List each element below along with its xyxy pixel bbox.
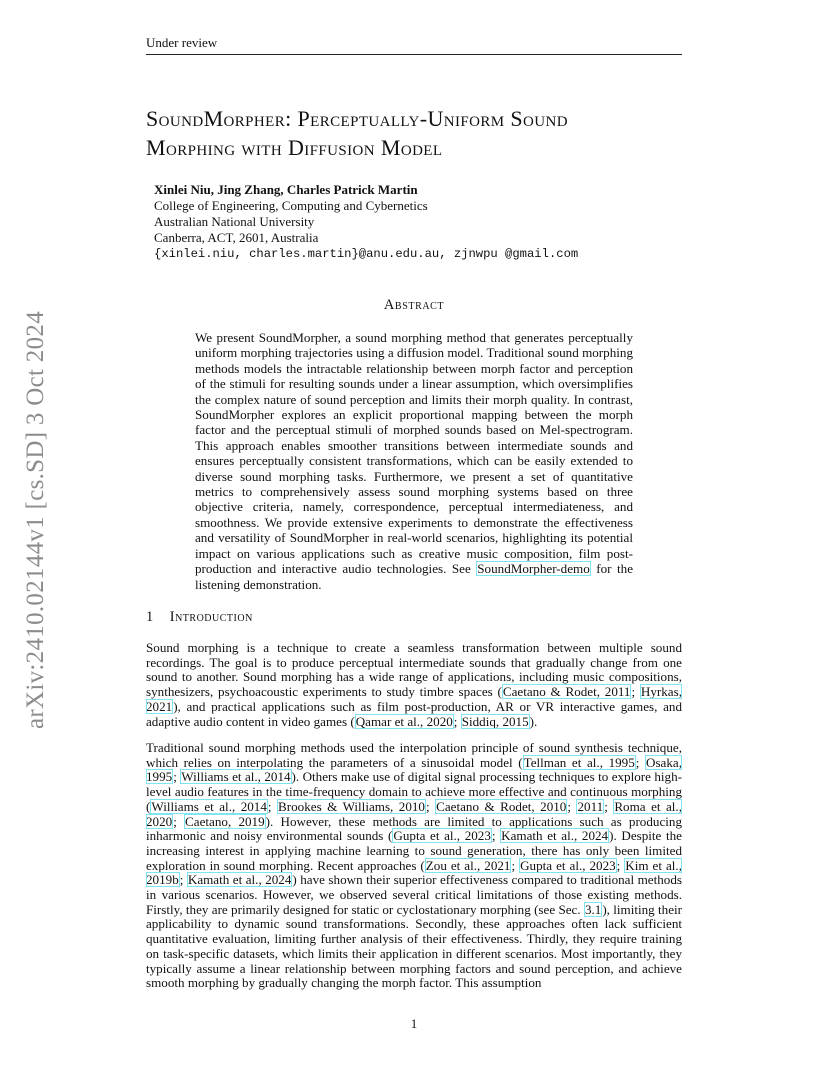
citation-link[interactable]: Caetano & Rodet, 2010 bbox=[436, 798, 567, 814]
title-line-1: SoundMorpher: Perceptually-Uniform Sound bbox=[146, 106, 568, 131]
citation-link[interactable]: 2011 bbox=[577, 798, 604, 814]
citation-link[interactable]: Kamath et al., 2024 bbox=[501, 828, 609, 844]
author-names: Xinlei Niu, Jing Zhang, Charles Patrick Martin bbox=[154, 182, 418, 197]
citation-link[interactable]: Gupta et al., 2023 bbox=[393, 828, 491, 844]
abstract-text-end: for the listening demonstration. bbox=[195, 561, 634, 592]
citation-link[interactable]: Osaka, 1995 bbox=[146, 754, 682, 785]
page-number: 1 bbox=[410, 1016, 418, 1031]
citation-link[interactable]: Brookes & Williams, 2010 bbox=[278, 798, 425, 814]
para-text: ). Others make use of digital signal processing techniques to explore high-level audio features in the time-frequency domain to achieve more effective and continuous morphing ( bbox=[146, 769, 682, 814]
para-text: ), limiting their applicability to dynamic sound transformations. Secondly, these approaches often lack sufficient quantitative evaluation, limiting further analysis of their effectiveness. Thirdly, they require training on task-specific datasets, which limits their application in different scenarios. Most importantly, they typically assume a linear relationship between morphing factors and sound perception, and achieve smooth morphing by gradually changing the morph factor. This assumption bbox=[146, 901, 682, 991]
section-heading bbox=[146, 609, 253, 626]
author-block bbox=[154, 182, 674, 262]
para-text: ) have shown their superior effectiveness compared to traditional methods in various scenarios. However, we observed several critical limitations of those existing methods. Firstly, they are primarily designed for static or cyclostationary morphing (see Sec. bbox=[146, 872, 682, 917]
para-text: ). However, these methods are limited to applications such as producing inharmonic and noisy environmental sounds ( bbox=[146, 813, 682, 844]
running-header: Under review bbox=[146, 35, 682, 55]
section-ref-link[interactable]: 3.1 bbox=[584, 901, 602, 917]
citation-link[interactable]: Hyrkas, 2021 bbox=[146, 684, 682, 714]
para-text: Traditional sound morphing methods used the interpolation principle of sound synthesis technique, which relies on interpolating the parameters of a sinusoidal model ( bbox=[146, 740, 682, 770]
section-title: Introduction bbox=[169, 609, 253, 625]
citation-link[interactable]: Roma et al., 2020 bbox=[146, 798, 682, 829]
paper-title bbox=[146, 104, 686, 162]
citation-link[interactable]: Caetano & Rodet, 2011 bbox=[502, 684, 631, 700]
para-text: Sound morphing is a technique to create a seamless transformation between multiple sound recordings. The goal is to produce perceptual intermediate sounds that gradually change from one sound to another. Sound morphing has a wide range of applications, including music compositions, synthesizers, psychoacoustic experiments to study timbre spaces ( bbox=[146, 640, 682, 700]
citation-link[interactable]: Williams et al., 2014 bbox=[151, 798, 267, 814]
citation-link[interactable]: Williams et al., 2014 bbox=[181, 769, 291, 785]
abstract-heading: Abstract bbox=[383, 297, 445, 313]
citation-link[interactable]: Tellman et al., 1995 bbox=[523, 754, 635, 770]
abstract-body bbox=[195, 330, 633, 592]
para-text: ). Despite the increasing interest in applying machine learning to sound generation, there has only been limited exploration in sound morphing. Recent approaches ( bbox=[146, 828, 682, 873]
title-line-2: Morphing with Diffusion Model bbox=[146, 135, 443, 160]
affiliation-line: Australian National University bbox=[154, 214, 315, 229]
citation-link[interactable]: Caetano, 2019 bbox=[185, 813, 265, 829]
demo-link[interactable]: SoundMorpher-demo bbox=[477, 561, 590, 577]
author-emails: {xinlei.niu, charles.martin}@anu.edu.au, zjnwpu @gmail.com bbox=[154, 247, 579, 261]
citation-link[interactable]: Qamar et al., 2020 bbox=[355, 713, 453, 729]
citation-link[interactable]: Zou et al., 2021 bbox=[425, 857, 511, 873]
arxiv-stamp: arXiv:2410.02144v1 [cs.SD] 3 Oct 2024 bbox=[22, 311, 49, 729]
paragraph-1: Sound morphing is a technique to create a seamless transformation between multiple sound recordings. The goal is to produce perceptual intermediate sounds that gradually change from one sound to another. Sound morphing has a wide range of applications, including music compositions, synthesizers, psychoacoustic experiments to study timbre spaces (Caetano & Rodet, 2011; Hyrkas, 2021), and practical applications such as film post-production, AR or VR interactive games, and adaptive audio content in video games (Qamar et al., 2020; Siddiq, 2015). bbox=[146, 640, 682, 729]
citation-link[interactable]: Kim et al., 2019b bbox=[146, 857, 682, 888]
para-text: ), and practical applications such as film post-production, AR or VR interactive games, and adaptive audio content in video games ( bbox=[146, 698, 682, 729]
citation-link[interactable]: Kamath et al., 2024 bbox=[187, 872, 292, 888]
section-number: 1 bbox=[146, 609, 154, 625]
affiliation-line: College of Engineering, Computing and Cybernetics bbox=[154, 198, 428, 213]
paragraph-2: Traditional sound morphing methods used the interpolation principle of sound synthesis technique, which relies on interpolating the parameters of a sinusoidal model (Tellman et al., 1995; Osaka, 1995; Williams et al., 2014). Others make use of digital signal processing techniques to explore high-level audio features in the time-frequency domain to achieve more effective and continuous morphing (Williams et al., 2014; Brookes & Williams, 2010; Caetano & Rodet, 2010; 2011; Roma et al., 2020; Caetano, 2019). However, these methods are limited to applications such as producing inharmonic and noisy environmental sounds (Gupta et al., 2023; Kamath et al., 2024). Despite the increasing interest in applying machine learning to sound generation, there has only been limited exploration in sound morphing. Recent approaches (Zou et al., 2021; Gupta et al., 2023; Kim et al., 2019b; Kamath et al., 2024) have shown their superior effectiveness compared to traditional methods in various scenarios. However, we observed several critical limitations of those existing methods. Firstly, they are primarily designed for static or cyclostationary morphing (see Sec. 3.1), limiting their applicability to dynamic sound transformations. Secondly, these approaches often lack sufficient quantitative evaluation, limiting further analysis of their effectiveness. Thirdly, they require training on task-specific datasets, which limits their application in different scenarios. Most importantly, they typically assume a linear relationship between morphing factors and sound perception, and achieve smooth morphing by gradually changing the morph factor. This assumption bbox=[146, 740, 682, 991]
citation-link[interactable]: Gupta et al., 2023 bbox=[520, 857, 616, 873]
abstract-text: We present SoundMorpher, a sound morphing method that generates perceptually uniform morphing trajectories using a diffusion model. Traditional sound morphing methods models the intractable relationship between morph factor and perception of the stimuli for resulting sounds under a linear assumption, which oversimplifies the complex nature of sound perception and limits their morph quality. In contrast, SoundMorpher explores an explicit proportional mapping between the morph factor and the perceptual stimuli of morphed sounds based on Mel-spectrogram. This approach enables smoother transitions between intermediate sounds and ensures perceptually consistent transformations, which can be easily extended to diverse sound morphing tasks. Furthermore, we present a set of quantitative metrics to comprehensively assess sound morphing systems based on three objective criteria, namely, correspondence, perceptual intermediateness, and smoothness. We provide extensive experiments to demonstrate the effectiveness and versatility of SoundMorpher in real-world scenarios, highlighting its potential impact on various applications such as creative music composition, film post-production and interactive audio technologies. See bbox=[195, 330, 633, 577]
citation-link[interactable]: Siddiq, 2015 bbox=[461, 713, 529, 729]
affiliation-line: Canberra, ACT, 2601, Australia bbox=[154, 230, 319, 245]
para-text: ). bbox=[529, 713, 538, 729]
